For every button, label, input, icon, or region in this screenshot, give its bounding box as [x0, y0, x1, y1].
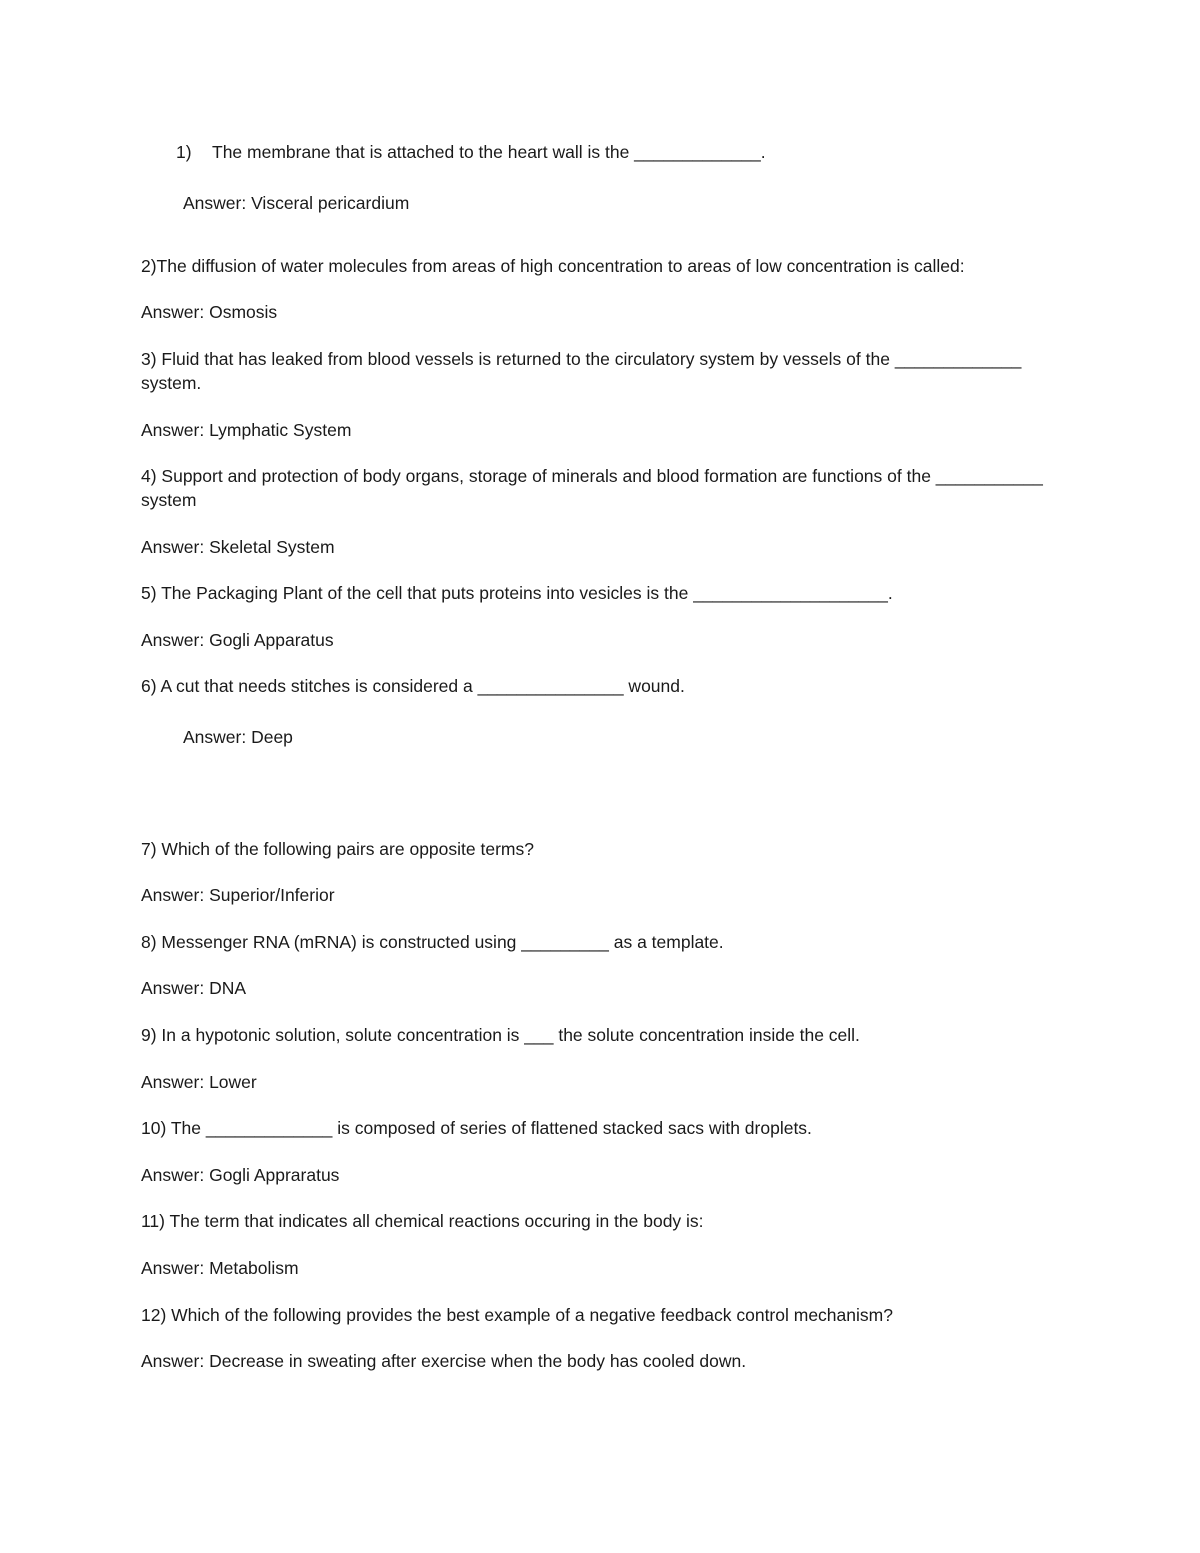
answer-4: Answer: Skeletal System [141, 537, 335, 557]
question-4-text-line1: 4) Support and protection of body organs, storage of minerals and blood formation are functions of the ___________ [141, 466, 1043, 486]
question-5-text: 5) The Packaging Plant of the cell that puts proteins into vesicles is the ____________________. [141, 583, 893, 603]
question-8-text: 8) Messenger RNA (mRNA) is constructed using _________ as a template. [141, 932, 724, 952]
answer-9: Answer: Lower [141, 1072, 257, 1092]
question-3-text-line1: 3) Fluid that has leaked from blood vessels is returned to the circulatory system by vessels of the _____________ [141, 349, 1022, 369]
answer-5: Answer: Gogli Apparatus [141, 630, 334, 650]
answer-12: Answer: Decrease in sweating after exercise when the body has cooled down. [141, 1351, 747, 1371]
question-1-text: The membrane that is attached to the heart wall is the _____________. [212, 142, 766, 162]
answer-8: Answer: DNA [141, 978, 247, 998]
question-11-text: 11) The term that indicates all chemical reactions occuring in the body is: [141, 1211, 704, 1231]
answer-2: Answer: Osmosis [141, 302, 278, 322]
question-7-text: 7) Which of the following pairs are opposite terms? [141, 839, 534, 859]
question-9-text: 9) In a hypotonic solution, solute concentration is ___ the solute concentration inside the cell. [141, 1025, 860, 1045]
answer-11: Answer: Metabolism [141, 1258, 299, 1278]
question-10-text: 10) The _____________ is composed of series of flattened stacked sacs with droplets. [141, 1118, 812, 1138]
question-1-number: 1) [176, 142, 192, 162]
question-3-text-line2: system. [141, 373, 202, 393]
answer-1: Answer: Visceral pericardium [183, 193, 410, 213]
answer-6: Answer: Deep [183, 727, 293, 747]
answer-3: Answer: Lymphatic System [141, 420, 352, 440]
question-2-text: 2)The diffusion of water molecules from areas of high concentration to areas of low concentration is called: [141, 256, 965, 276]
question-12-text: 12) Which of the following provides the best example of a negative feedback control mechanism? [141, 1305, 893, 1325]
answer-7: Answer: Superior/Inferior [141, 885, 335, 905]
question-6-text: 6) A cut that needs stitches is considered a _______________ wound. [141, 676, 685, 696]
question-4-text-line2: system [141, 490, 197, 510]
answer-10: Answer: Gogli Appraratus [141, 1165, 340, 1185]
